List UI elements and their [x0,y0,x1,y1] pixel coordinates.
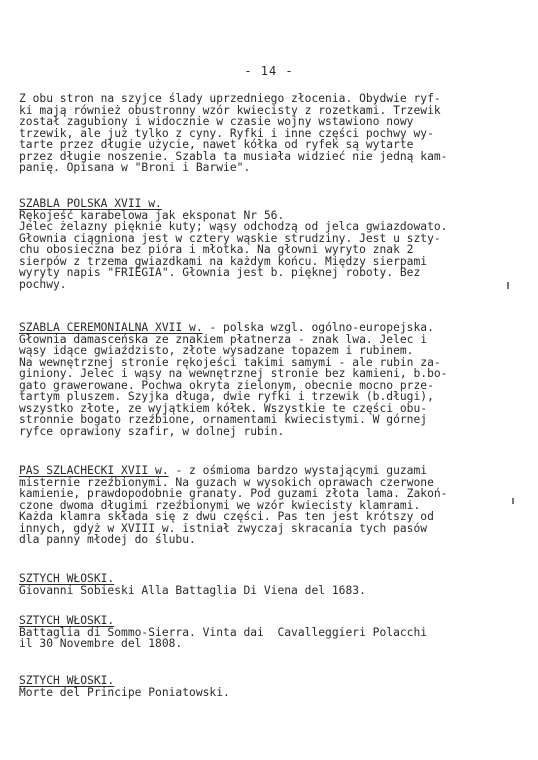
entry-pas-szlachecki [19,465,519,546]
text-line: Battaglia di Sommo-Sierra. Vinta dai Cavalleggieri Polacchi [19,625,428,639]
text-line: czone dwoma długimi rzeźbionymi we wzór kwiecisty klamrami. [19,498,421,512]
section-heading: SZTYCH WŁOSKI. [19,614,115,627]
text-line: Morte del Principe Poniatowski. [19,685,230,699]
text-line: giniony. Jelec i wąsy na wewnętrznej stronie bez kamieni, b.bo- [19,367,448,380]
text-line: Giovanni Sobieski Alla Battaglia Di Viena del 1683. [19,583,366,597]
margin-mark [507,282,509,289]
text-line: PAS SZLACHECKI XVII w. - z ośmioma bardzo wystającymi guzami [19,464,428,477]
text-line [19,290,519,302]
text-line: kamienie, prawdopodobnie granaty. Pod guzami złota lama. Zakoń- [19,487,448,500]
text-line: SZABLA CEREMONIALNA XVII w. - polska wzgl. ogólno-europejska. [19,321,434,334]
text-line: Głownia damasceńska ze znakiem płatnerza - znak lwa. Jelec i [19,332,428,346]
text-line: gato grawerowane. Pochwa okryta zielonym, obecnie mocno prze- [19,378,434,392]
text-line: sierpów z trzema gwiazdkami na każdym końcu. Między sierpami [19,254,428,268]
section-heading: SZTYCH WŁOSKI. [19,674,115,687]
section-heading: PAS SZLACHECKI XVII w. [19,464,169,477]
text-line: misternie rzeźbionymi. Na guzach w wysokich oprawach czerwone [19,475,434,489]
text-line: panię. Opisana w "Broni i Barwie". [19,161,251,174]
text-line: wszystko złote, ze wyjątkiem kółek. Wszystkie te części obu- [19,401,428,415]
entry-sztych-3 [19,675,519,698]
text-line: il 30 Novembre del 1808. [19,637,183,650]
text-line: wyryty napis "FRIEGIA". Głownia jest b. pięknej roboty. Bez [19,266,421,279]
text-line: Jelec żelazny pięknie kuty; wąsy odchodzą od jelca gwiazdowato. [19,220,448,233]
text-line: został zagubiony i widocznie w czasie wojny wstawiono nowy [19,115,414,128]
section-heading: SZTYCH WŁOSKI. [19,572,115,585]
text-line: Na wewnętrznej stronie rękojeści takimi samymi - ale rubin za- [19,355,441,369]
text-line: przez długie noszenie. Szabla ta musiała widzieć nie jedną kam- [19,149,448,163]
section-heading: SZABLA POLSKA XVII w. [19,197,162,210]
text-line: ki mają również obustronny wzór kwiecisty z rozetkami. Trzewik [19,103,441,117]
paragraph-continuation [19,93,519,174]
text-line: wąsy idące gwiaździsto, złote wysadzane topazem i rubinem. [19,344,414,357]
text-line: ryfce oprawiony szafir, w dolnej rubin. [19,424,285,438]
entry-szabla-ceremonialna [19,322,519,437]
text-line: tartym pluszem. Szyjka długa, dwie ryfki i trzewik (b.długi), [19,390,434,403]
page-number: - 14 - [244,64,294,78]
section-heading: SZABLA CEREMONIALNA XVII w. [19,321,203,334]
entry-sztych-2 [19,615,519,650]
margin-mark [512,498,514,504]
text-line: innych, gdyż w XVIII w. istniał zwyczaj skracania tych pasów [19,521,428,535]
text-line: Każda klamra składa się z dwu części. Pas ten jest krótszy od [19,510,434,523]
entry-szabla-polska [19,198,519,302]
text-line: chu obosieczna bez pióra i młotka. Na głowni wyryto znak 2 [19,243,414,256]
text-line: tarte przez długie użycie, nawet kółka od ryfek są wytarte [19,138,414,151]
text-line: Głownia ciągniona jest w cztery wąskie strudziny. Jest u szty- [19,231,441,245]
text-line: pochwy. [19,277,67,291]
entry-sztych-1 [19,573,519,596]
text-line: stronnie bogato rzeźbione, ornamentami kwiecistymi. W górnej [19,413,428,426]
text-line: dla panny młodej do ślubu. [19,533,196,546]
text-line: Rękojeść karabelowa jak eksponat Nr 56. [19,208,285,222]
text-line: Z obu stron na szyjce ślady uprzedniego złocenia. Obydwie ryf- [19,92,441,105]
text-line: trzewik, ale już tylko z cyny. Ryfki i inne części pochwy wy- [19,126,434,140]
